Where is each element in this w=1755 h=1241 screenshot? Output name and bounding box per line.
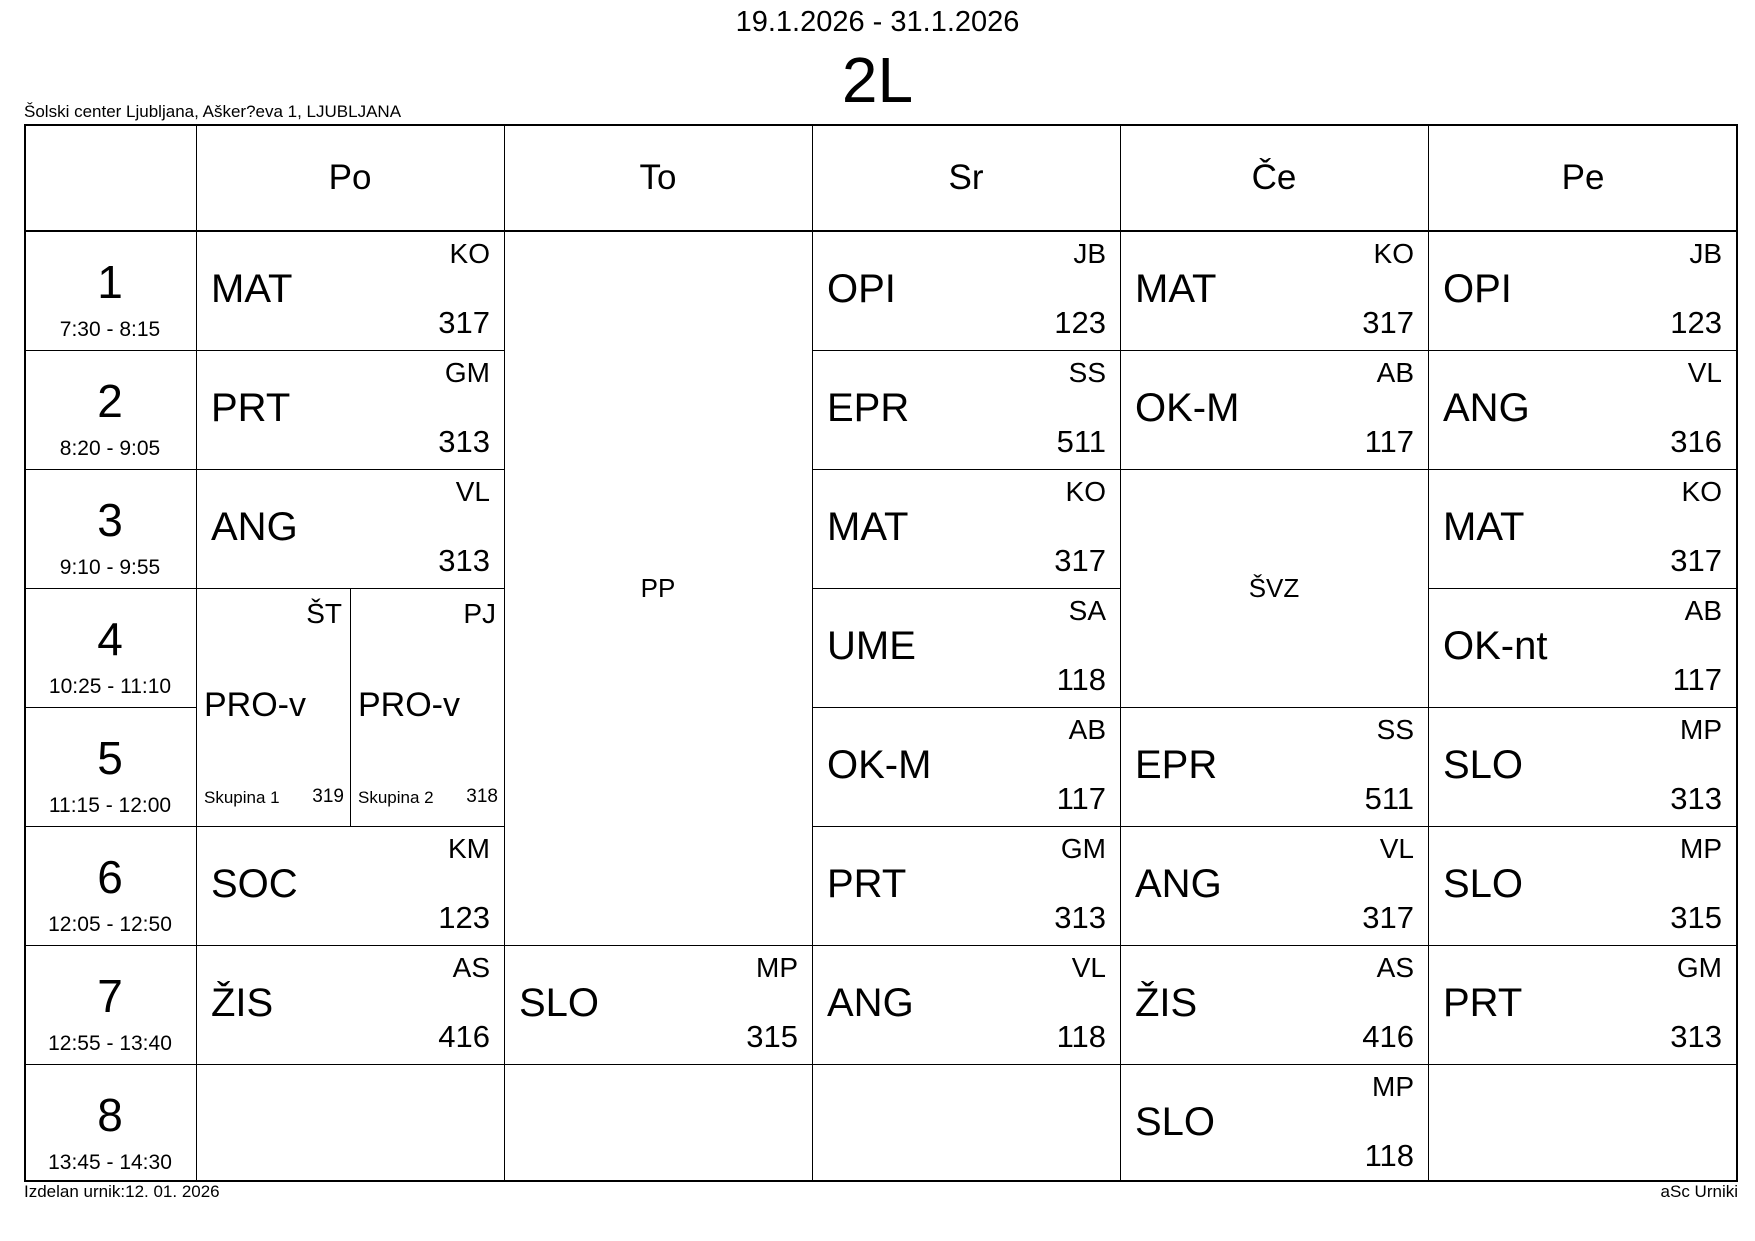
lesson-subject: MAT	[211, 267, 293, 311]
lesson-subject: ANG	[211, 505, 298, 549]
period-time: 12:05 - 12:50	[48, 913, 172, 936]
lesson-subject: PRT	[211, 386, 291, 430]
lesson-teacher: ŠT	[306, 598, 342, 629]
lesson-teacher: MP	[1680, 714, 1722, 745]
lesson-teacher: PJ	[463, 598, 496, 629]
day-header-ce: Če	[1251, 157, 1297, 197]
lesson-cell	[1428, 588, 1736, 707]
lesson-teacher: GM	[1060, 833, 1106, 864]
created-date: Izdelan urnik:12. 01. 2026	[24, 1182, 220, 1201]
lesson-cell	[812, 350, 1120, 469]
lesson-teacher: MP	[1372, 1071, 1414, 1102]
school-name: Šolski center Ljubljana, Ašker?eva 1, LJUBLJANA	[24, 102, 402, 121]
lesson-cell	[1428, 350, 1736, 469]
period-time: 13:45 - 14:30	[48, 1151, 172, 1174]
lesson-cell	[1120, 231, 1428, 350]
lesson-room: 117	[1056, 781, 1106, 816]
lesson-cell	[1120, 826, 1428, 945]
lesson-subject: MAT	[1135, 267, 1217, 311]
lesson-subject: SLO	[1443, 743, 1524, 787]
lesson-teacher: VL	[1687, 357, 1722, 388]
lesson-room: 313	[1670, 781, 1722, 816]
lesson-teacher: GM	[1676, 952, 1722, 983]
lesson-teacher: KO	[449, 238, 490, 269]
lesson-cell	[812, 826, 1120, 945]
lesson-teacher: KO	[1681, 476, 1722, 507]
period-number: 1	[97, 256, 123, 308]
lesson-cell	[812, 707, 1120, 826]
period-1	[24, 231, 196, 350]
lesson-cell	[812, 469, 1120, 588]
lesson-teacher: VL	[1379, 833, 1414, 864]
lesson-subject: MAT	[827, 505, 909, 549]
lesson-subject: OPI	[827, 267, 896, 311]
lesson-group: Skupina 1	[204, 788, 280, 807]
lesson-group: Skupina 2	[358, 788, 434, 807]
lesson-subject: ŠVZ	[1248, 572, 1300, 603]
lesson-cell	[1428, 469, 1736, 588]
lesson-room: 317	[1362, 900, 1414, 935]
period-time: 9:10 - 9:55	[59, 556, 161, 579]
period-time: 8:20 - 9:05	[59, 437, 161, 460]
class-title: 2L	[841, 44, 914, 116]
lesson-room: 117	[1364, 424, 1414, 459]
lesson-room: 319	[312, 786, 344, 807]
lesson-cell	[812, 588, 1120, 707]
lesson-subject: PP	[640, 572, 676, 603]
lesson-group-cell	[350, 588, 504, 826]
period-number: 8	[97, 1089, 123, 1141]
lesson-subject: OPI	[1443, 267, 1512, 311]
day-header-sr: Sr	[948, 157, 984, 197]
lesson-cell	[1120, 1064, 1428, 1183]
lesson-teacher: KO	[1373, 238, 1414, 269]
lesson-teacher: VL	[455, 476, 490, 507]
lesson-room: 123	[438, 900, 490, 935]
lesson-cell	[1428, 707, 1736, 826]
lesson-subject: OK-nt	[1443, 624, 1548, 668]
lesson-room: 117	[1672, 662, 1722, 697]
lesson-cell	[196, 469, 504, 588]
lesson-subject: UME	[827, 624, 916, 668]
lesson-cell	[1428, 826, 1736, 945]
lesson-cell	[812, 945, 1120, 1064]
lesson-cell	[196, 945, 504, 1064]
lesson-subject: ANG	[827, 981, 914, 1025]
lesson-room: 511	[1364, 781, 1414, 816]
lesson-cell	[812, 231, 1120, 350]
lesson-subject: OK-M	[1135, 386, 1240, 430]
lesson-room: 313	[1670, 1019, 1722, 1054]
lesson-teacher: AB	[1068, 714, 1106, 745]
lesson-room: 123	[1054, 305, 1106, 340]
lesson-cell	[504, 945, 812, 1064]
lesson-cell	[196, 350, 504, 469]
brand-label: aSc Urniki	[1660, 1182, 1738, 1201]
lesson-subject: ANG	[1443, 386, 1530, 430]
lesson-cell	[1120, 945, 1428, 1064]
grid-line	[812, 1064, 1120, 1065]
lesson-teacher: SS	[1376, 714, 1414, 745]
lesson-subject: SLO	[1443, 862, 1524, 906]
day-header-po: Po	[328, 157, 372, 197]
grid-line	[196, 1064, 504, 1065]
lesson-teacher: MP	[1680, 833, 1722, 864]
lesson-cell	[1428, 231, 1736, 350]
lesson-cell	[1120, 707, 1428, 826]
lesson-room: 317	[1054, 543, 1106, 578]
lesson-room: 316	[1670, 424, 1722, 459]
period-time: 12:55 - 13:40	[48, 1032, 172, 1055]
period-7	[24, 945, 196, 1064]
lesson-subject: PRO-v	[358, 686, 460, 724]
period-6	[24, 826, 196, 945]
lesson-room: 416	[1362, 1019, 1414, 1054]
period-number: 4	[97, 613, 123, 665]
lesson-room: 511	[1056, 424, 1106, 459]
lesson-teacher: KM	[448, 833, 490, 864]
lesson-teacher: VL	[1071, 952, 1106, 983]
period-time: 7:30 - 8:15	[59, 318, 161, 341]
period-time: 10:25 - 11:10	[48, 675, 172, 698]
lesson-teacher: AB	[1684, 595, 1722, 626]
lesson-teacher: MP	[756, 952, 798, 983]
lesson-teacher: SA	[1068, 595, 1106, 626]
period-time: 11:15 - 12:00	[48, 794, 172, 817]
lesson-room: 315	[746, 1019, 798, 1054]
lesson-room: 416	[438, 1019, 490, 1054]
lesson-teacher: GM	[444, 357, 490, 388]
lesson-subject: PRT	[827, 862, 907, 906]
lesson-room: 317	[438, 305, 490, 340]
lesson-teacher: JB	[1689, 238, 1722, 269]
date-range: 19.1.2026 - 31.1.2026	[735, 6, 1020, 38]
lesson-block-svz	[1120, 469, 1428, 707]
period-8	[24, 1064, 196, 1183]
lesson-teacher: KO	[1065, 476, 1106, 507]
lesson-subject: PRT	[1443, 981, 1523, 1025]
lesson-teacher: AS	[452, 952, 490, 983]
lesson-teacher: AB	[1376, 357, 1414, 388]
lesson-subject: MAT	[1443, 505, 1525, 549]
lesson-subject: SOC	[211, 862, 298, 906]
lesson-subject: OK-M	[827, 743, 932, 787]
period-3	[24, 469, 196, 588]
lesson-block-pp	[504, 231, 812, 945]
period-number: 6	[97, 851, 123, 903]
lesson-teacher: JB	[1073, 238, 1106, 269]
lesson-room: 313	[1054, 900, 1106, 935]
period-5	[24, 707, 196, 826]
period-number: 7	[97, 970, 123, 1022]
lesson-cell	[1120, 350, 1428, 469]
period-4	[24, 588, 196, 707]
lesson-subject: ŽIS	[1135, 981, 1198, 1025]
lesson-room: 315	[1670, 900, 1722, 935]
lesson-room: 118	[1056, 662, 1106, 697]
period-number: 5	[97, 732, 123, 784]
lesson-subject: ANG	[1135, 862, 1222, 906]
lesson-room: 317	[1362, 305, 1414, 340]
period-number: 3	[97, 494, 123, 546]
grid-line	[1428, 1064, 1738, 1065]
lesson-teacher: SS	[1068, 357, 1106, 388]
lesson-subject: EPR	[1135, 743, 1218, 787]
lesson-room: 123	[1670, 305, 1722, 340]
period-2	[24, 350, 196, 469]
lesson-subject: SLO	[1135, 1100, 1216, 1144]
lesson-room: 313	[438, 543, 490, 578]
day-header-to: To	[639, 157, 677, 197]
lesson-cell	[1428, 945, 1736, 1064]
lesson-room: 313	[438, 424, 490, 459]
lesson-subject: PRO-v	[204, 686, 306, 724]
grid-line	[504, 1064, 812, 1065]
lesson-subject: ŽIS	[211, 981, 274, 1025]
lesson-cell	[196, 826, 504, 945]
lesson-group-cell	[196, 588, 350, 826]
lesson-room: 318	[466, 786, 498, 807]
lesson-subject: SLO	[519, 981, 600, 1025]
period-number: 2	[97, 375, 123, 427]
lesson-cell	[196, 231, 504, 350]
lesson-room: 118	[1056, 1019, 1106, 1054]
lesson-room: 118	[1364, 1138, 1414, 1173]
lesson-subject: EPR	[827, 386, 910, 430]
day-header-pe: Pe	[1561, 157, 1605, 197]
lesson-teacher: AS	[1376, 952, 1414, 983]
lesson-room: 317	[1670, 543, 1722, 578]
